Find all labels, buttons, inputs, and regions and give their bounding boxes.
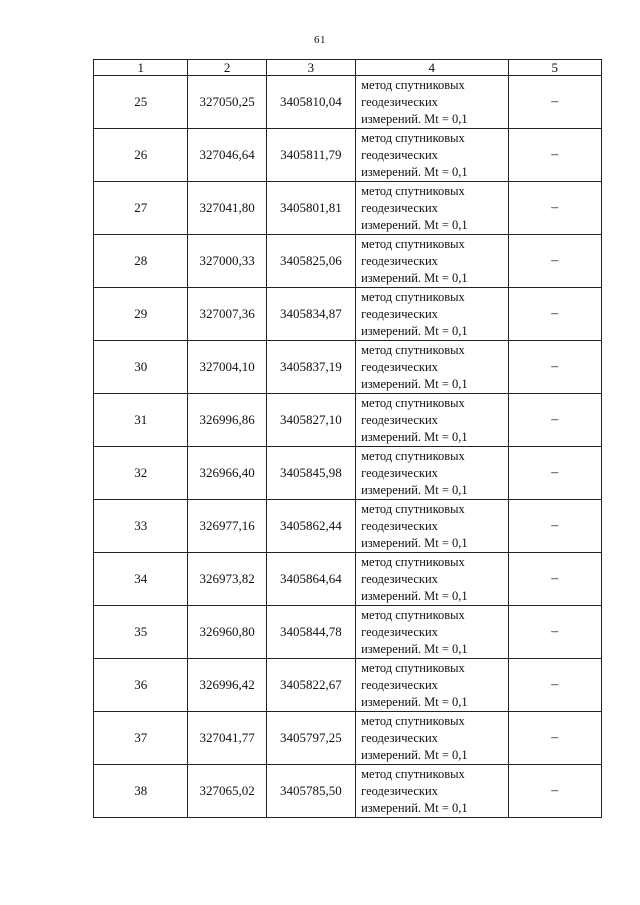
note-cell: –: [508, 606, 602, 659]
note-cell: –: [508, 341, 602, 394]
method-cell: [356, 76, 508, 129]
method-line-1: метод спутниковых: [361, 554, 465, 569]
method-cell: [356, 341, 508, 394]
note-cell: –: [508, 288, 602, 341]
method-line-3: измерений. Mt = 0,1: [361, 482, 468, 497]
table-row: [94, 553, 602, 606]
method-line-3: измерений. Mt = 0,1: [361, 376, 468, 391]
method-line-3: измерений. Mt = 0,1: [361, 800, 468, 815]
table-row: [94, 500, 602, 553]
x-coordinate-cell: 326996,42: [188, 659, 266, 712]
column-header-method: 4: [356, 60, 508, 76]
point-number-cell: 32: [94, 447, 188, 500]
page-number: 61: [314, 34, 326, 46]
point-number-cell: 25: [94, 76, 188, 129]
method-cell: [356, 447, 508, 500]
point-number-cell: 37: [94, 712, 188, 765]
note-cell: –: [508, 447, 602, 500]
table-row: [94, 341, 602, 394]
column-header-note: 5: [508, 60, 602, 76]
method-line-1: метод спутниковых: [361, 501, 465, 516]
x-coordinate-cell: 326966,40: [188, 447, 266, 500]
note-cell: –: [508, 659, 602, 712]
table-row: [94, 394, 602, 447]
method-line-2: геодезических: [361, 147, 438, 162]
y-coordinate-cell: 3405837,19: [266, 341, 355, 394]
method-line-3: измерений. Mt = 0,1: [361, 429, 468, 444]
point-number-cell: 34: [94, 553, 188, 606]
note-cell: –: [508, 765, 602, 818]
method-line-3: измерений. Mt = 0,1: [361, 323, 468, 338]
y-coordinate-cell: 3405811,79: [266, 129, 355, 182]
x-coordinate-cell: 327041,80: [188, 182, 266, 235]
method-line-1: метод спутниковых: [361, 77, 465, 92]
x-coordinate-cell: 326960,80: [188, 606, 266, 659]
point-number-cell: 35: [94, 606, 188, 659]
method-line-2: геодезических: [361, 465, 438, 480]
method-line-2: геодезических: [361, 412, 438, 427]
method-line-3: измерений. Mt = 0,1: [361, 164, 468, 179]
table-row: [94, 129, 602, 182]
table-row: [94, 447, 602, 500]
y-coordinate-cell: 3405797,25: [266, 712, 355, 765]
table-row: [94, 712, 602, 765]
method-line-2: геодезических: [361, 730, 438, 745]
x-coordinate-cell: 327050,25: [188, 76, 266, 129]
note-cell: –: [508, 235, 602, 288]
method-cell: [356, 553, 508, 606]
method-line-1: метод спутниковых: [361, 183, 465, 198]
x-coordinate-cell: 327000,33: [188, 235, 266, 288]
method-cell: [356, 765, 508, 818]
x-coordinate-cell: 327007,36: [188, 288, 266, 341]
table-row: [94, 288, 602, 341]
x-coordinate-cell: 327004,10: [188, 341, 266, 394]
method-line-3: измерений. Mt = 0,1: [361, 111, 468, 126]
method-line-2: геодезических: [361, 200, 438, 215]
method-cell: [356, 235, 508, 288]
method-cell: [356, 182, 508, 235]
note-cell: –: [508, 394, 602, 447]
point-number-cell: 28: [94, 235, 188, 288]
table-row: [94, 235, 602, 288]
method-line-3: измерений. Mt = 0,1: [361, 641, 468, 656]
method-line-2: геодезических: [361, 306, 438, 321]
method-line-1: метод спутниковых: [361, 342, 465, 357]
point-number-cell: 27: [94, 182, 188, 235]
method-cell: [356, 394, 508, 447]
method-cell: [356, 712, 508, 765]
method-line-1: метод спутниковых: [361, 713, 465, 728]
method-line-2: геодезических: [361, 94, 438, 109]
note-cell: –: [508, 76, 602, 129]
y-coordinate-cell: 3405844,78: [266, 606, 355, 659]
method-cell: [356, 500, 508, 553]
y-coordinate-cell: 3405845,98: [266, 447, 355, 500]
coordinates-table: [93, 59, 602, 818]
x-coordinate-cell: 326996,86: [188, 394, 266, 447]
table-row: [94, 606, 602, 659]
method-line-3: измерений. Mt = 0,1: [361, 694, 468, 709]
method-line-3: измерений. Mt = 0,1: [361, 270, 468, 285]
method-line-2: геодезических: [361, 518, 438, 533]
y-coordinate-cell: 3405862,44: [266, 500, 355, 553]
point-number-cell: 26: [94, 129, 188, 182]
point-number-cell: 36: [94, 659, 188, 712]
y-coordinate-cell: 3405864,64: [266, 553, 355, 606]
table-row: [94, 659, 602, 712]
method-line-3: измерений. Mt = 0,1: [361, 217, 468, 232]
method-line-3: измерений. Mt = 0,1: [361, 535, 468, 550]
point-number-cell: 31: [94, 394, 188, 447]
x-coordinate-cell: 326973,82: [188, 553, 266, 606]
method-line-1: метод спутниковых: [361, 130, 465, 145]
method-line-1: метод спутниковых: [361, 395, 465, 410]
method-line-1: метод спутниковых: [361, 766, 465, 781]
y-coordinate-cell: 3405827,10: [266, 394, 355, 447]
point-number-cell: 29: [94, 288, 188, 341]
method-line-1: метод спутниковых: [361, 660, 465, 675]
x-coordinate-cell: 327046,64: [188, 129, 266, 182]
method-line-2: геодезических: [361, 359, 438, 374]
method-cell: [356, 606, 508, 659]
method-line-3: измерений. Mt = 0,1: [361, 747, 468, 762]
method-cell: [356, 288, 508, 341]
column-header-y: 3: [266, 60, 355, 76]
column-header-x: 2: [188, 60, 266, 76]
method-line-1: метод спутниковых: [361, 607, 465, 622]
method-line-2: геодезических: [361, 624, 438, 639]
method-cell: [356, 659, 508, 712]
y-coordinate-cell: 3405810,04: [266, 76, 355, 129]
y-coordinate-cell: 3405825,06: [266, 235, 355, 288]
table-row: [94, 182, 602, 235]
note-cell: –: [508, 500, 602, 553]
note-cell: –: [508, 182, 602, 235]
method-line-1: метод спутниковых: [361, 236, 465, 251]
y-coordinate-cell: 3405785,50: [266, 765, 355, 818]
method-line-1: метод спутниковых: [361, 289, 465, 304]
method-line-2: геодезических: [361, 571, 438, 586]
method-line-2: геодезических: [361, 253, 438, 268]
method-cell: [356, 129, 508, 182]
note-cell: –: [508, 129, 602, 182]
method-line-3: измерений. Mt = 0,1: [361, 588, 468, 603]
x-coordinate-cell: 326977,16: [188, 500, 266, 553]
y-coordinate-cell: 3405834,87: [266, 288, 355, 341]
method-line-2: геодезических: [361, 783, 438, 798]
note-cell: –: [508, 712, 602, 765]
table-header-row: [94, 60, 602, 76]
table-row: [94, 765, 602, 818]
y-coordinate-cell: 3405822,67: [266, 659, 355, 712]
point-number-cell: 38: [94, 765, 188, 818]
note-cell: –: [508, 553, 602, 606]
method-line-2: геодезических: [361, 677, 438, 692]
x-coordinate-cell: 327065,02: [188, 765, 266, 818]
method-line-1: метод спутниковых: [361, 448, 465, 463]
column-header-number: 1: [94, 60, 188, 76]
point-number-cell: 33: [94, 500, 188, 553]
y-coordinate-cell: 3405801,81: [266, 182, 355, 235]
x-coordinate-cell: 327041,77: [188, 712, 266, 765]
table-row: [94, 76, 602, 129]
point-number-cell: 30: [94, 341, 188, 394]
